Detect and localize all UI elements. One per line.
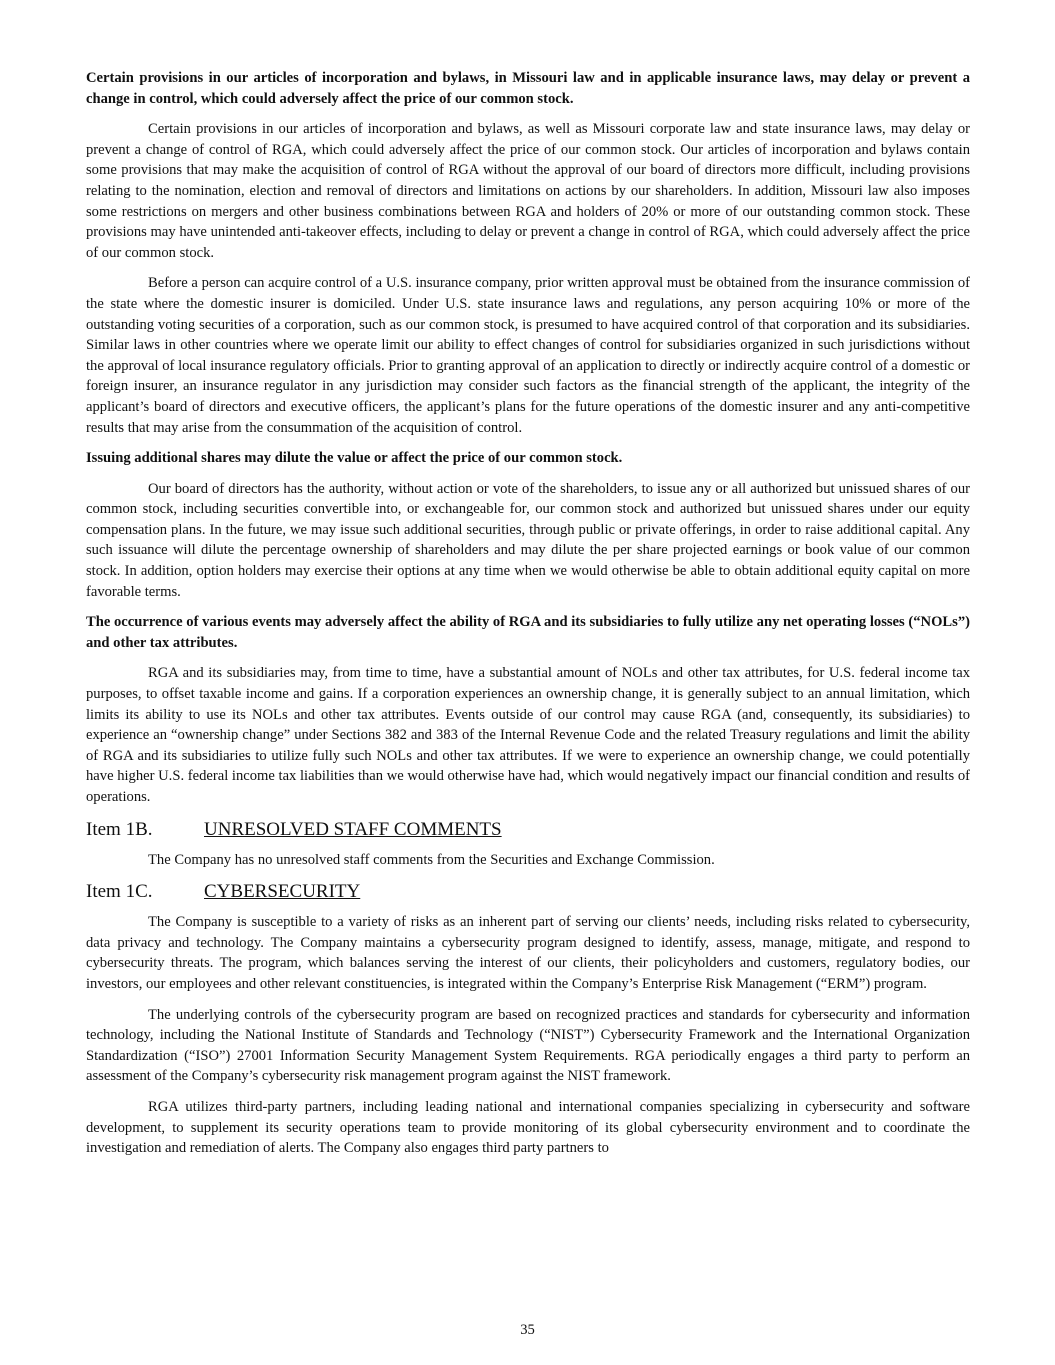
item-1b-title: UNRESOLVED STAFF COMMENTS [204,818,502,840]
paragraph-insurance-approval: Before a person can acquire control of a U.S. insurance company, prior written approval must be obtained from the insurance commission of the state where the domestic insurer is domiciled. Under U.S. state insurance laws and regulations, any person acquiring 10% or more of the outstanding voting securities of a corporation, such as our common stock, is presumed to have acquired control of that corporation and its subsidiaries. Similar laws in other countries where we operate limit our ability to effect changes of control for subsidiaries organized in such jurisdictions without the approval of local insurance regulatory officials. Prior to granting approval of an application to directly or indirectly acquire control of a domestic or foreign insurer, an insurance regulator in any jurisdiction may consider such factors as the financial strength of the applicant, the integrity of the applicant’s board of directors and executive officers, the applicant’s plans for the future operations of the domestic insurer and any anti-competitive results that may arise from the consummation of the acquisition of control. [86,275,970,436]
item-1b-number: Item 1B. [86,818,153,840]
paragraph-nols: RGA and its subsidiaries may, from time to time, have a substantial amount of NOLs and other tax attributes, for U.S. federal income tax purposes, to offset taxable income and gains. If a corporation experiences an ownership change, it is generally subject to an annual limitation, which limits its ability to use its NOLs and other tax attributes. Events outside of our control may cause RGA (and, consequently, its subsidiaries) to experience an “ownership change” under Sections 382 and 383 of the Internal Revenue Code and the related Treasury regulations and limit the ability of RGA and its subsidiaries to utilize fully such NOLs and other tax attributes. If we were to experience an ownership change, we could potentially have higher U.S. federal income tax liabilities than we would otherwise have had, which would negatively impact our financial condition and results of operations. [86,665,970,805]
risk-heading-dilution: Issuing additional shares may dilute the value or affect the price of our common stock. [86,450,623,467]
risk-heading-control: Certain provisions in our articles of incorporation and bylaws, in Missouri law and in applicable insurance laws, may delay or prevent a change in control, which could adversely affect the price of our common stock. [86,70,970,107]
page-number: 35 [520,1322,535,1338]
paragraph-cyber-partners: RGA utilizes third-party partners, including leading national and international companies specializing in cybersecurity and software development, to supplement its security operations team to provide monitoring of its global cybersecurity environment and to coordinate the investigation and remediation of alerts. The Company also engages third party partners to [86,1098,970,1157]
risk-heading-nols: The occurrence of various events may adversely affect the ability of RGA and its subsidiaries to fully utilize any net operating losses (“NOLs”) and other tax attributes. [86,614,970,651]
paragraph-control-provisions: Certain provisions in our articles of incorporation and bylaws, as well as Missouri corporate law and state insurance laws, may delay or prevent a change of control of RGA, which could adversely affect the price of our common stock. Our articles of incorporation and bylaws contain some provisions that may make the acquisition of control of RGA without the approval of our board of directors more difficult, including provisions relating to the nomination, election and removal of directors and limitations on actions by our shareholders. In addition, Missouri law also imposes some restrictions on mergers and other business combinations between RGA and holders of 20% or more of our outstanding common stock. These provisions may have unintended anti-takeover effects, including to delay or prevent a change in control of RGA, which could adversely affect the price of our common stock. [86,121,970,261]
item-1c-number: Item 1C. [86,881,153,903]
paragraph-cyber-controls: The underlying controls of the cybersecurity program are based on recognized practices and standards for cybersecurity and information technology, including the National Institute of Standards and Technology (“NIST”) Cybersecurity Framework and the International Organization Standardization (“ISO”) 27001 Information Security Management System Requirements. RGA periodically engages a third party to perform an assessment of the Company’s cybersecurity risk management program against the NIST framework. [86,1006,970,1085]
paragraph-staff-comments: The Company has no unresolved staff comments from the Securities and Exchange Commission. [148,851,715,868]
item-1c-title: CYBERSECURITY [204,881,361,903]
document-page [86,68,970,1169]
item-1c-heading [86,880,970,904]
paragraph-cyber-risk: The Company is susceptible to a variety of risks as an inherent part of serving our clients’ needs, including risks related to cybersecurity, data privacy and technology. The Company maintains a cybersecurity program designed to identify, assess, manage, mitigate, and respond to cybersecurity threats. The program, which balances serving the interest of our clients, their policyholders and customers, regulatory bodies, our investors, our employees and other relevant constituencies, is integrated within the Company’s Enterprise Risk Management (“ERM”) program. [86,914,970,992]
item-1b-heading [86,818,970,842]
paragraph-dilution: Our board of directors has the authority, without action or vote of the shareholders, to issue any or all authorized but unissued shares of our common stock, including securities convertible into, or exchangeable for, our common stock and authorized but unissued shares under our equity compensation plans. In the future, we may issue such additional securities, through public or private offerings, in order to raise additional capital. Any such issuance will dilute the percentage ownership of shareholders and may dilute the per share projected earnings or book value of our common stock. In addition, option holders may exercise their options at any time when we would otherwise be able to obtain additional equity capital on more favorable terms. [86,480,970,600]
